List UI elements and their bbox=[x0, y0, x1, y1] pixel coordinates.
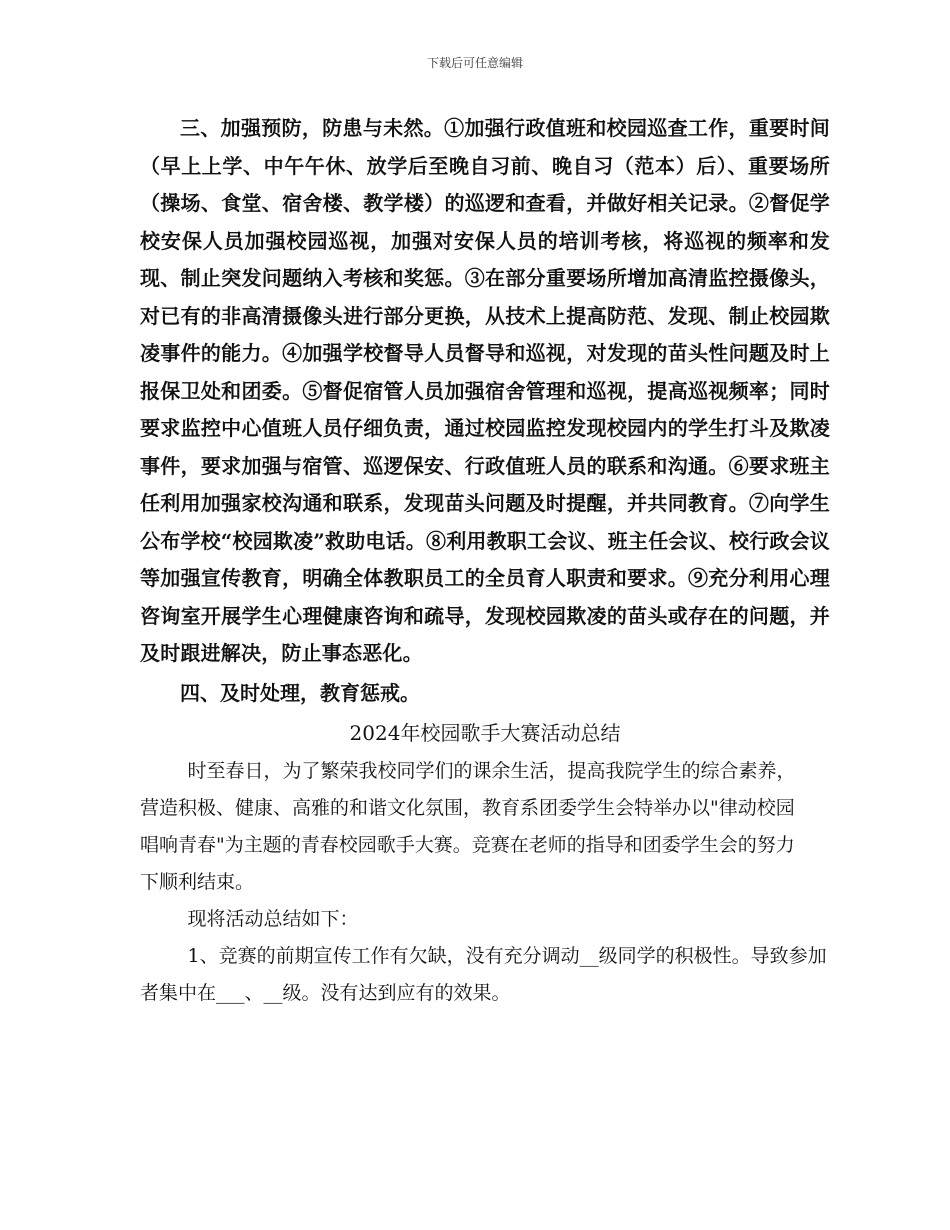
section-3-paragraph: 三、加强预防，防患与未然。①加强行政值班和校园巡查工作，重要时间（早上上学、中午午休、放学后至晚自习前、晚自习（范本）后）、重要场所（操场、食堂、宿舍楼、教学楼）的巡逻和查看，并做好相关记录。②督促学校安保人员加强校园巡视，加强对安保人员的培训考核，将巡视的频率和发现、制止突发问题纳入考核和奖惩。③在部分重要场所增加高清监控摄像头，对已有的非高清摄像头进行部分更换，从技术上提高防范、发现、制止校园欺凌事件的能力。④加强学校督导人员督导和巡视，对发现的苗头性问题及时上报保卫处和团委。⑤督促宿管人员加强宿舍管理和巡视，提高巡视频率；同时要求监控中心值班人员仔细负责，通过校园监控发现校园内的学生打斗及欺凌事件，要求加强与宿管、巡逻保安、行政值班人员的联系和沟通。⑥要求班主任利用加强家校沟通和联系，发现苗头问题及时提醒，并共同教育。⑦向学生公布学校“校园欺凌”救助电话。⑧利用教职工会议、班主任会议、校行政会议等加强宣传教育，明确全体教职员工的全员育人职责和要求。⑨充分利用心理咨询室开展学生心理健康咨询和疏导，发现校园欺凌的苗头或存在的问题，并及时跟进解决，防止事态恶化。 bbox=[140, 116, 831, 665]
summary-title: 2024年校园歌手大赛活动总结 bbox=[349, 720, 621, 745]
summary-lead-paragraph: 现将活动总结如下： bbox=[187, 907, 359, 930]
document-body bbox=[140, 110, 830, 1012]
page-header: 下载后可任意编辑 bbox=[426, 56, 523, 70]
section-4-heading: 四、及时处理，教育惩戒。 bbox=[180, 680, 420, 705]
summary-intro-paragraph: 时至春日，为了繁荣我校同学们的课余生活，提高我院学生的综合素养，营造积极、健康、高雅的和谐文化氛围，教育系团委学生会特举办以"律动校园唱响青春"为主题的青春校园歌手大赛。竞赛在老师的指导和团委学生会的努力下顺利结束。 bbox=[140, 759, 796, 893]
summary-item-1: 1、竞赛的前期宣传工作有欠缺，没有充分调动__级同学的积极性。导致参加者集中在___、__级。没有达到应有的效果。 bbox=[140, 944, 827, 1004]
